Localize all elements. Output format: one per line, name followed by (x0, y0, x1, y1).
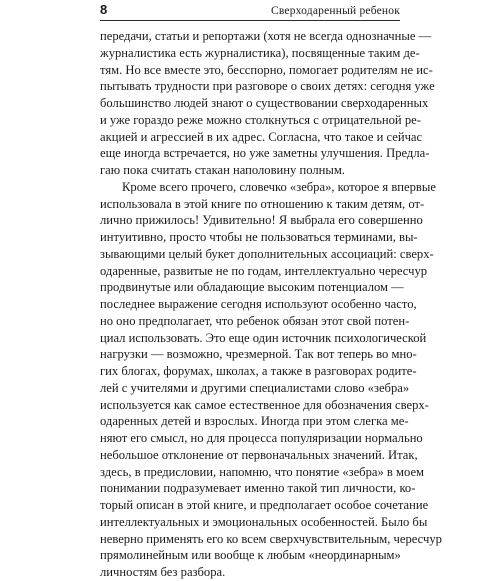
text-line: интуитивно, просто чтобы не пользоваться терминами, вы- (100, 230, 418, 244)
text-line: еще иногда встречается, но уже заметны улучшения. Предла- (100, 146, 430, 161)
text-line: большинство людей знают о существовании сверходаренных (100, 96, 429, 110)
text-line: интеллектуальных и эмоциональных особенностей. Было бы (100, 514, 428, 529)
text-line: лей с учителями и другими специалистами слово «зебра» (100, 380, 410, 395)
text-line: последнее выражение сегодня используют особенно часто, (100, 297, 417, 311)
text-line: передачи, статьи и репортажи (хотя не всегда однозначные — (100, 29, 432, 43)
book-title: Сверходаренный ребенок (270, 5, 400, 17)
text-line: небольшое отклонение от первоначальных значений. Итак, (100, 447, 418, 462)
text-line: используется как самое естественное для обозначения сверх- (100, 397, 429, 412)
text-line: личностям без разбора. (100, 565, 226, 579)
text-line: лично прижилось! Удивительно! Я выбрала его совершенно (100, 213, 423, 228)
text-line: Кроме всего прочего, словечко «зебра», которое я впервые (122, 179, 436, 194)
text-line: торый описан в этой книге, и предполагает особое сочетание (100, 498, 429, 512)
text-line: акцией и агрессией в их адрес. Согласна, что такое и сейчас (100, 129, 423, 144)
text-line: одаренных детей и взрослых. Иногда при этом слегка ме- (100, 414, 409, 429)
text-line: пытывать трудности при разговоре о своих детях: сегодня уже (100, 79, 435, 94)
text-line: журналистика есть журналистика), посвященные таким де- (100, 45, 420, 60)
running-head (100, 2, 400, 21)
text-line: гих блогах, форумах, школах, а также в разговорах родите- (100, 364, 417, 378)
page-number: 8 (100, 2, 108, 17)
text-line: и уже гораздо реже можно столкнуться с отрицательной ре- (100, 112, 421, 127)
body-text (100, 28, 442, 581)
text-line: циал использовать. Это еще один источник психологической (100, 330, 427, 345)
text-line: зывающими целый букет дополнительных ассоциаций: сверх- (100, 246, 434, 261)
text-line: нагрузки — возможно, чрезмерной. Так вот теперь во мно- (100, 347, 417, 362)
text-line: понимании подразумевает именно такой тип личности, ко- (100, 481, 416, 496)
text-line: но оно предполагает, что ребенок обязан этот свой потен- (100, 313, 410, 328)
text-line: неверно применять его ко всем сверхчувствительным, чересчур (100, 531, 442, 546)
text-line: одаренные, развитые не по годам, интеллектуально чересчур (100, 263, 428, 278)
text-line: здесь, в предисловии, напомню, что понятие «зебра» в моем (100, 464, 424, 479)
text-line: использовала в этой книге по отношению к таким детям, от- (100, 196, 425, 211)
text-line: продвинутые или обладающие высоким потенциалом — (100, 280, 404, 295)
text-line: тям. Но все вместе это, бесспорно, помогает родителям не ис- (100, 62, 433, 77)
text-line: прямолинейным или вообще к любым «неординарным» (100, 548, 401, 563)
text-line: гаю пока считать стакан наполовину полным. (100, 163, 345, 177)
text-line: няют его смысл, но для процесса популяризации нормально (100, 431, 423, 445)
